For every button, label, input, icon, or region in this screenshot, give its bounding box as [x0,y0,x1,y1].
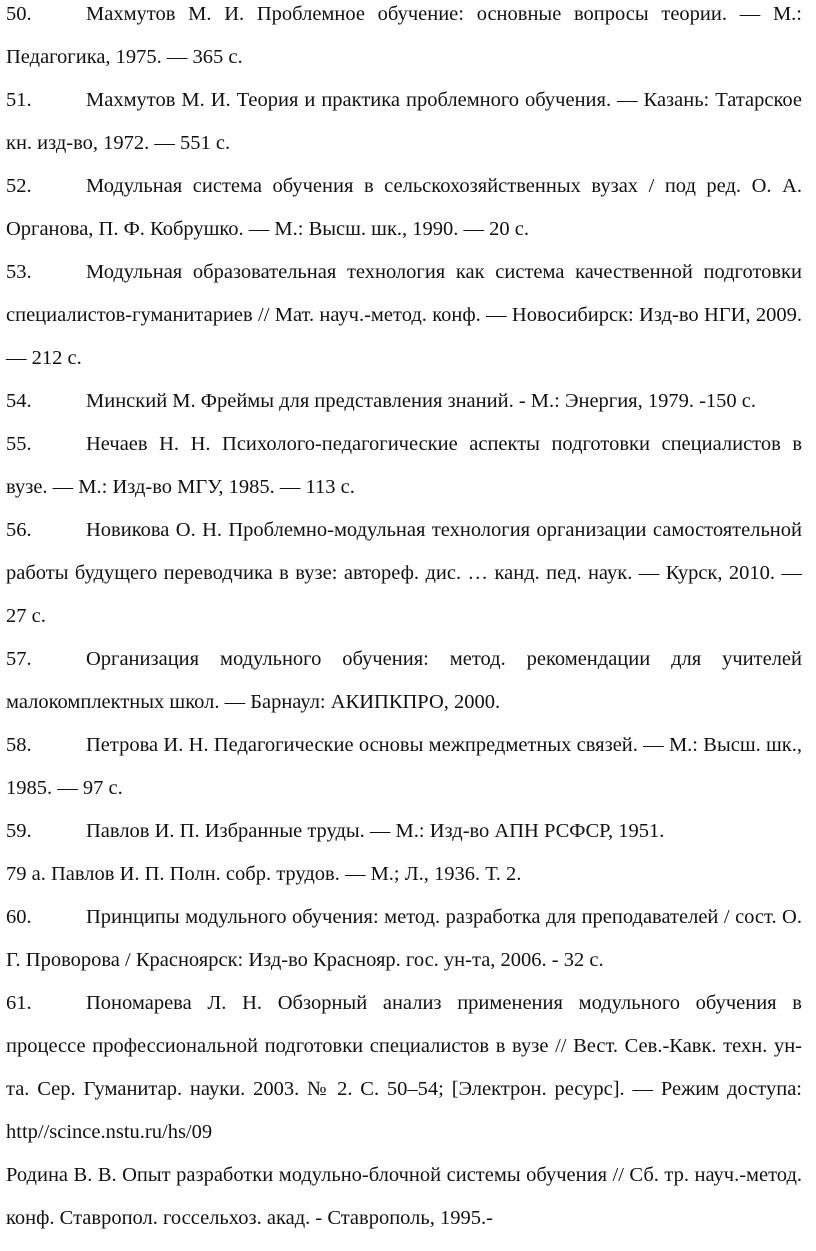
reference-entry [6,1154,802,1240]
reference-text: Новикова О. Н. Проблемно-модульная технология организации самостоятельной работы будущего переводчика в вузе: автореф. дис. … канд. пед. наук. — Курск, 2010. — 27 с. [6,519,802,627]
reference-text: Махмутов М. И. Проблемное обучение: основные вопросы теории. — М.: Педагогика, 1975. — 365 с. [6,3,802,68]
reference-entry [6,982,802,1154]
reference-entry [6,0,802,79]
reference-number: 54. [6,390,32,412]
reference-number: 52. [6,175,32,197]
reference-entry [6,165,802,251]
reference-text: Махмутов М. И. Теория и практика проблемного обучения. — Казань: Татарское кн. изд-во, 1972. — 551 с. [6,89,802,154]
reference-number: 56. [6,519,32,541]
reference-number: 55. [6,433,32,455]
reference-number: 61. [6,992,32,1014]
reference-text: Модульная образовательная технология как система качественной подготовки специалистов-гуманитариев // Мат. науч.-метод. конф. — Новосибирск: Изд-во НГИ, 2009. — 212 с. [6,261,802,369]
reference-text: Пономарева Л. Н. Обзорный анализ применения модульного обучения в процессе профессиональной подготовки специалистов в вузе // Вест. Сев.-Кавк. техн. ун-та. Сер. Гуманитар. науки. 2003. № 2. С. 50–54; [Электрон. ресурс]. — Режим доступа: http//scince.nstu.ru/hs/09 [6,992,802,1143]
reference-entry [6,251,802,380]
reference-entry [6,853,802,896]
reference-text: Павлов И. П. Избранные труды. — М.: Изд-во АПН РСФСР, 1951. [86,820,665,842]
reference-text: Организация модульного обучения: метод. рекомендации для учителей малокомплектных школ. — Барнаул: АКИПКПРО, 2000. [6,648,802,713]
reference-number: 58. [6,734,32,756]
reference-text: 79 а. Павлов И. П. Полн. собр. трудов. — М.; Л., 1936. Т. 2. [6,863,522,885]
reference-text: Принципы модульного обучения: метод. разработка для преподавателей / сост. О. Г. Проворова / Красноярск: Изд-во Краснояр. гос. ун-та, 2006. - 32 с. [6,906,802,971]
reference-entry [6,724,802,810]
reference-number: 60. [6,906,32,928]
reference-entry [6,638,802,724]
reference-number: 51. [6,89,32,111]
reference-entry [6,79,802,165]
reference-entry [6,896,802,982]
reference-text: Родина В. В. Опыт разработки модульно-блочной системы обучения // Сб. тр. науч.-метод. конф. Ставропол. госсельхоз. акад. - Ставрополь, 1995.- [6,1164,802,1229]
reference-number: 50. [6,3,32,25]
reference-entry [6,810,802,853]
reference-number: 59. [6,820,32,842]
reference-text: Петрова И. Н. Педагогические основы межпредметных связей. — М.: Высш. шк., 1985. — 97 с. [6,734,802,799]
reference-number: 53. [6,261,32,283]
reference-entry [6,423,802,509]
reference-text: Модульная система обучения в сельскохозяйственных вузах / под ред. О. А. Органова, П. Ф. Кобрушко. — М.: Высш. шк., 1990. — 20 с. [6,175,802,240]
reference-entry [6,380,802,423]
reference-entry [6,509,802,638]
reference-text: Нечаев Н. Н. Психолого-педагогические аспекты подготовки специалистов в вузе. — М.: Изд-во МГУ, 1985. — 113 с. [6,433,802,498]
reference-number: 57. [6,648,32,670]
reference-text: Минский М. Фреймы для представления знаний. - М.: Энергия, 1979. -150 с. [86,390,757,412]
